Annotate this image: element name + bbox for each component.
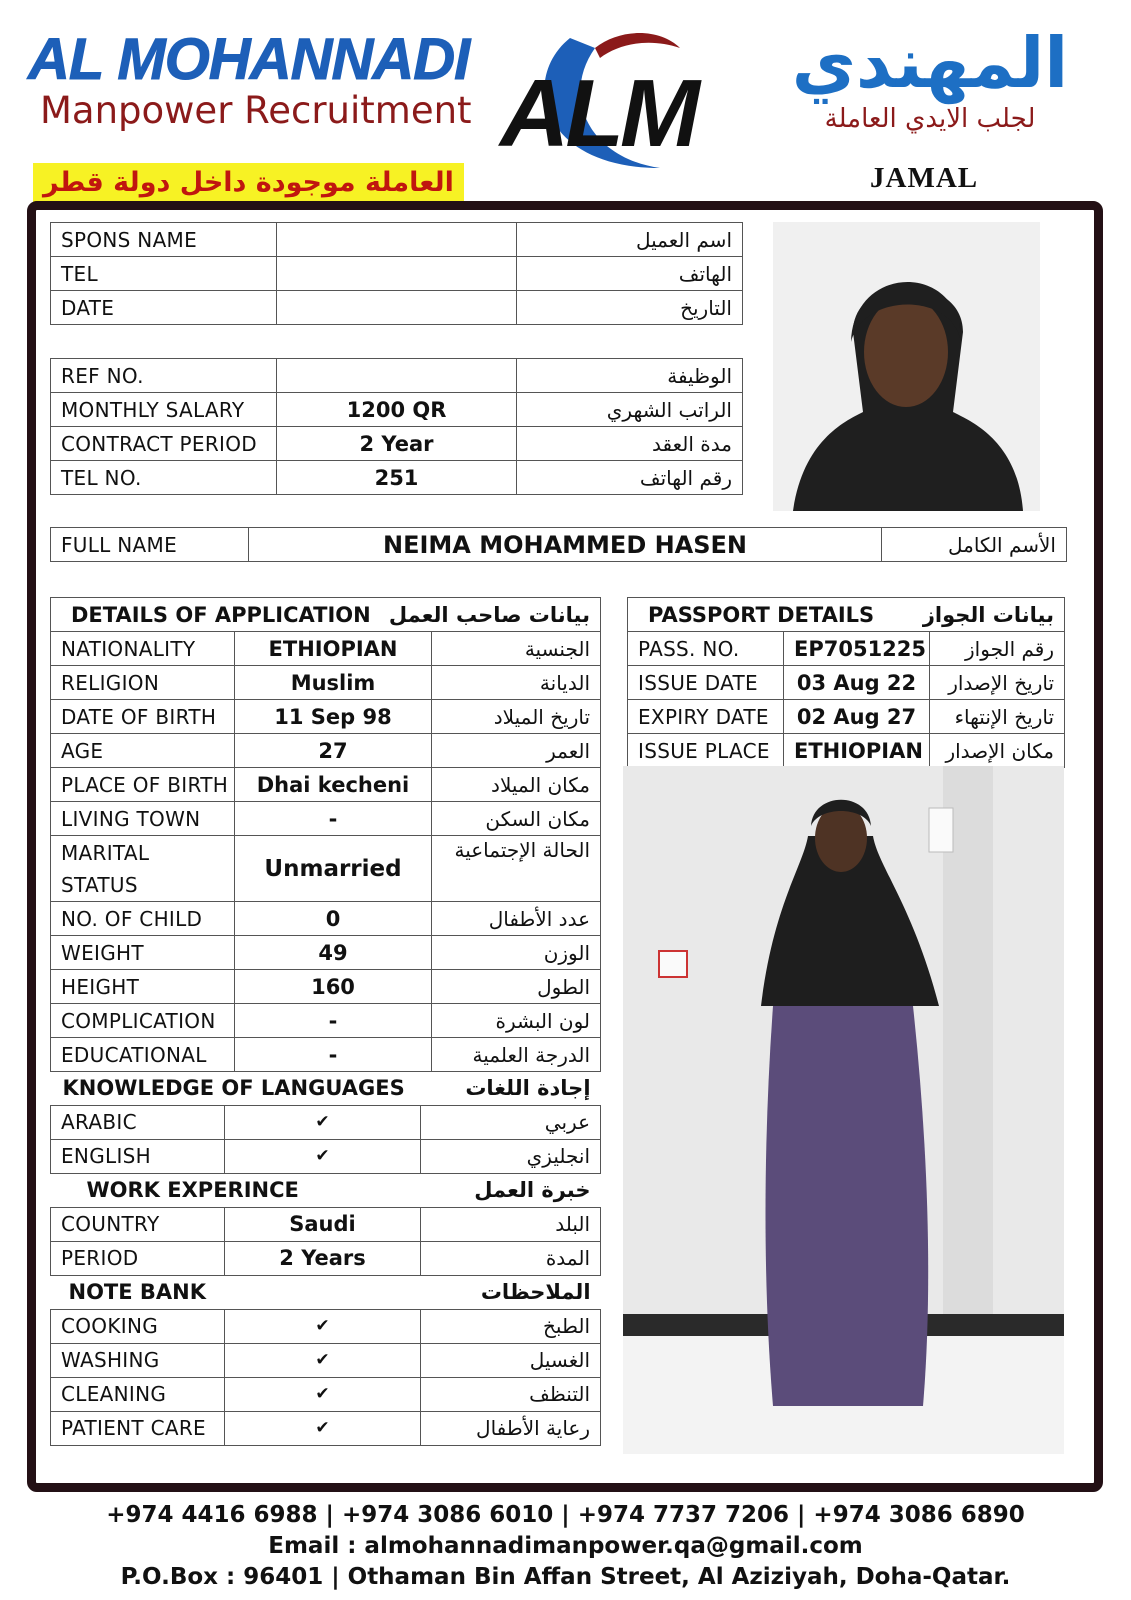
company-logo-arabic: [745, 22, 1115, 134]
portrait-photo: [773, 222, 1040, 511]
field-label-line: STATUS: [61, 872, 138, 897]
table-row: [628, 666, 1065, 700]
section-title-arabic: خبرة العمل: [474, 1177, 591, 1202]
field-value: ✔: [225, 1377, 421, 1411]
field-label: SPONS NAME: [51, 223, 277, 257]
table-row: [51, 734, 601, 768]
table-row: [51, 1139, 601, 1173]
table-row: [51, 223, 743, 257]
full-name-label: FULL NAME: [51, 528, 249, 562]
field-label-arabic: التاريخ: [517, 291, 743, 325]
field-value: Saudi: [225, 1207, 421, 1241]
field-label: WASHING: [51, 1343, 225, 1377]
field-label-arabic: تاريخ الإنتهاء: [930, 700, 1065, 734]
section-header: [51, 1275, 601, 1309]
field-value: -: [235, 802, 432, 836]
table-row: [51, 291, 743, 325]
field-label-arabic: اسم العميل: [517, 223, 743, 257]
field-label: PLACE OF BIRTH: [51, 768, 235, 802]
full-name-arabic: الأسم الكامل: [882, 528, 1067, 562]
field-value: [277, 257, 517, 291]
field-label-arabic: الطول: [432, 970, 601, 1004]
alm-logo-mark: [500, 18, 730, 178]
section-header: [51, 1071, 601, 1105]
field-label-arabic: مدة العقد: [517, 427, 743, 461]
field-value: [277, 359, 517, 393]
section-title: KNOWLEDGE OF LANGUAGES: [62, 1075, 405, 1100]
field-label-arabic: التنظف: [421, 1377, 601, 1411]
field-value: Unmarried: [235, 836, 432, 902]
agent-name: JAMAL: [870, 162, 979, 194]
field-label: EDUCATIONAL: [51, 1038, 235, 1072]
table-row: [51, 1343, 601, 1377]
field-value: 11 Sep 98: [235, 700, 432, 734]
field-value: 2 Years: [225, 1241, 421, 1275]
field-label: HEIGHT: [51, 970, 235, 1004]
section-title: NOTE BANK: [68, 1279, 207, 1304]
logo-arabic-subtitle: لجلب الايدي العاملة: [824, 104, 1036, 134]
field-label-arabic: الوظيفة: [517, 359, 743, 393]
section-title: PASSPORT DETAILS: [628, 598, 930, 632]
field-label-arabic: لون البشرة: [432, 1004, 601, 1038]
table-row: [51, 666, 601, 700]
field-label: CONTRACT PERIOD: [51, 427, 277, 461]
field-label-line: MARITAL: [61, 840, 150, 865]
field-label: PATIENT CARE: [51, 1411, 225, 1445]
field-value: -: [235, 1004, 432, 1038]
field-label-arabic: الديانة: [432, 666, 601, 700]
field-label-arabic: الغسيل: [421, 1343, 601, 1377]
company-logo-english: [28, 27, 498, 132]
table-row: [51, 1411, 601, 1445]
field-label-arabic: الهاتف: [517, 257, 743, 291]
table-row: [51, 1105, 601, 1139]
field-label: MONTHLY SALARY: [51, 393, 277, 427]
languages-table: [50, 1071, 601, 1174]
field-label-arabic: الراتب الشهري: [517, 393, 743, 427]
section-title-arabic: إجادة اللغات: [465, 1075, 591, 1100]
field-label: AGE: [51, 734, 235, 768]
field-value: ETHIOPIAN: [235, 632, 432, 666]
logo-arabic-title: المهندي: [791, 22, 1069, 104]
table-row: [51, 1004, 601, 1038]
field-value: 251: [277, 461, 517, 495]
table-row: [628, 632, 1065, 666]
table-row: [51, 1241, 601, 1275]
field-value: ✔: [225, 1411, 421, 1445]
field-value: 02 Aug 27: [784, 700, 930, 734]
section-header: [51, 598, 601, 632]
field-label: PERIOD: [51, 1241, 225, 1275]
field-label: DATE: [51, 291, 277, 325]
logo-title: AL MOHANNADI: [28, 27, 470, 92]
section-header: [51, 1173, 601, 1207]
field-value: 49: [235, 936, 432, 970]
field-label-arabic: رعاية الأطفال: [421, 1411, 601, 1445]
section-header: [628, 598, 1065, 632]
table-row: [51, 970, 601, 1004]
field-label-arabic: عدد الأطفال: [432, 902, 601, 936]
table-row: [51, 1038, 601, 1072]
field-label: EXPIRY DATE: [628, 700, 784, 734]
field-value: 1200 QR: [277, 393, 517, 427]
field-label-arabic: انجليزي: [421, 1139, 601, 1173]
table-row: [51, 359, 743, 393]
table-row: [51, 393, 743, 427]
field-label-arabic: الحالة الإجتماعية: [432, 836, 601, 902]
table-row: [51, 802, 601, 836]
field-label: TEL: [51, 257, 277, 291]
table-row: [51, 1377, 601, 1411]
field-label: NO. OF CHILD: [51, 902, 235, 936]
table-row: [51, 1309, 601, 1343]
field-label: COUNTRY: [51, 1207, 225, 1241]
field-value: 27: [235, 734, 432, 768]
job-table: [50, 358, 743, 495]
footer-address: P.O.Box : 96401 | Othaman Bin Affan Street, Al Aziziyah, Doha-Qatar.: [120, 1564, 1011, 1590]
table-row: [628, 700, 1065, 734]
field-label: NATIONALITY: [51, 632, 235, 666]
field-value: ✔: [225, 1343, 421, 1377]
field-value: 03 Aug 22: [784, 666, 930, 700]
table-row: [628, 734, 1065, 768]
field-label: PASS. NO.: [628, 632, 784, 666]
field-label-arabic: عربي: [421, 1105, 601, 1139]
application-table: [50, 597, 601, 1072]
field-label: ENGLISH: [51, 1139, 225, 1173]
full-name-table: [50, 527, 1067, 562]
table-row: [51, 257, 743, 291]
table-row: [51, 936, 601, 970]
field-value: Dhai kecheni: [235, 768, 432, 802]
field-label-arabic: تاريخ الميلاد: [432, 700, 601, 734]
full-name-row: [51, 528, 1067, 562]
field-value: 0: [235, 902, 432, 936]
field-value: [277, 291, 517, 325]
footer-phones: +974 4416 6988 | +974 3086 6010 | +974 7737 7206 | +974 3086 6890: [106, 1502, 1025, 1528]
field-label-arabic: رقم الهاتف: [517, 461, 743, 495]
field-label-arabic: العمر: [432, 734, 601, 768]
passport-table: [627, 597, 1065, 768]
field-value: ✔: [225, 1105, 421, 1139]
section-title-arabic: بيانات الجواز: [930, 598, 1065, 632]
field-value: ✔: [225, 1139, 421, 1173]
field-value: [277, 223, 517, 257]
field-label-arabic: مكان الإصدار: [930, 734, 1065, 768]
field-label: TEL NO.: [51, 461, 277, 495]
field-value: -: [235, 1038, 432, 1072]
table-row: [51, 427, 743, 461]
table-row: [51, 461, 743, 495]
field-label-arabic: الجنسية: [432, 632, 601, 666]
field-label: DATE OF BIRTH: [51, 700, 235, 734]
availability-banner: العاملة موجودة داخل دولة قطر: [33, 163, 464, 203]
field-label-arabic: رقم الجواز: [930, 632, 1065, 666]
field-label-arabic: الطبخ: [421, 1309, 601, 1343]
field-label-arabic: تاريخ الإصدار: [930, 666, 1065, 700]
full-name-value: NEIMA MOHAMMED HASEN: [249, 528, 882, 562]
field-label-arabic: الوزن: [432, 936, 601, 970]
field-value: ETHIOPIAN: [784, 734, 930, 768]
field-label: [51, 836, 235, 902]
footer-email: Email : almohannadimanpower.qa@gmail.com: [268, 1533, 863, 1559]
table-row: [51, 902, 601, 936]
sponsor-table: [50, 222, 743, 325]
field-label: WEIGHT: [51, 936, 235, 970]
field-value: 160: [235, 970, 432, 1004]
field-label-arabic: مكان الميلاد: [432, 768, 601, 802]
field-label: ISSUE DATE: [628, 666, 784, 700]
field-label: ISSUE PLACE: [628, 734, 784, 768]
field-value: ✔: [225, 1309, 421, 1343]
logo-mark-text: ALM: [500, 60, 696, 167]
field-label: CLEANING: [51, 1377, 225, 1411]
field-label: COOKING: [51, 1309, 225, 1343]
table-row: [51, 836, 601, 902]
section-title: DETAILS OF APPLICATION: [51, 598, 432, 632]
section-title-arabic: الملاحظات: [480, 1279, 591, 1304]
field-label-arabic: مكان السكن: [432, 802, 601, 836]
full-body-photo: [623, 766, 1064, 1454]
field-label: REF NO.: [51, 359, 277, 393]
field-value: 2 Year: [277, 427, 517, 461]
skills-table: [50, 1275, 601, 1446]
field-label: ARABIC: [51, 1105, 225, 1139]
table-row: [51, 1207, 601, 1241]
contact-footer: [0, 1500, 1131, 1593]
field-label-arabic: البلد: [421, 1207, 601, 1241]
field-label: COMPLICATION: [51, 1004, 235, 1038]
logo-subtitle: Manpower Recruitment: [40, 89, 472, 132]
field-label-arabic: المدة: [421, 1241, 601, 1275]
table-row: [51, 768, 601, 802]
section-title-arabic: بيانات صاحب العمل: [432, 598, 601, 632]
field-label-arabic: الدرجة العلمية: [432, 1038, 601, 1072]
table-row: [51, 700, 601, 734]
table-row: [51, 632, 601, 666]
field-label: RELIGION: [51, 666, 235, 700]
field-label: LIVING TOWN: [51, 802, 235, 836]
field-value: Muslim: [235, 666, 432, 700]
experience-table: [50, 1173, 601, 1276]
section-title: WORK EXPERINCE: [86, 1177, 299, 1202]
field-value: EP7051225: [784, 632, 930, 666]
